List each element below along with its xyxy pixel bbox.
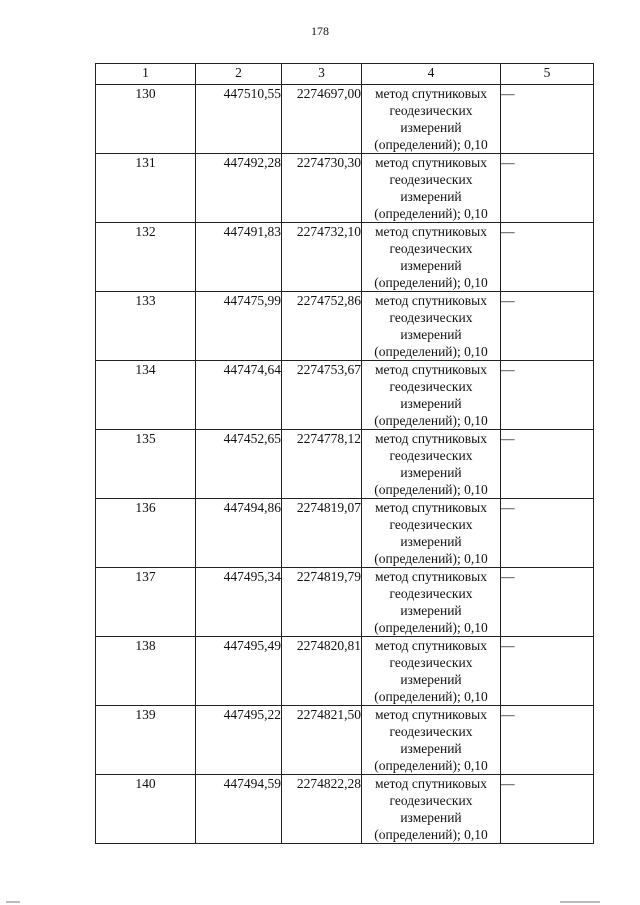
coord-y: 2274752,86 [282, 292, 362, 361]
table-row [96, 430, 594, 499]
coord-y: 2274730,30 [282, 154, 362, 223]
header-col-3: 3 [282, 64, 362, 85]
coord-y: 2274732,10 [282, 223, 362, 292]
point-number: 134 [96, 361, 196, 430]
header-col-2: 2 [196, 64, 282, 85]
table-row [96, 154, 594, 223]
coord-x: 447474,64 [196, 361, 282, 430]
table-row [96, 361, 594, 430]
point-number: 132 [96, 223, 196, 292]
table-row [96, 637, 594, 706]
table-row [96, 775, 594, 844]
header-col-5: 5 [501, 64, 594, 85]
table-row [96, 706, 594, 775]
coord-x: 447510,55 [196, 85, 282, 154]
method-accuracy: метод спутниковых геодезических измерений (определений); 0,10 [362, 775, 501, 844]
note-dash: — [501, 155, 515, 170]
method-accuracy: метод спутниковых геодезических измерений (определений); 0,10 [362, 292, 501, 361]
coord-y: 2274819,79 [282, 568, 362, 637]
point-number: 131 [96, 154, 196, 223]
coord-x: 447495,22 [196, 706, 282, 775]
note-dash: — [501, 431, 515, 446]
coord-y: 2274821,50 [282, 706, 362, 775]
coordinates-table [95, 63, 594, 844]
point-number: 139 [96, 706, 196, 775]
method-accuracy: метод спутниковых геодезических измерений (определений); 0,10 [362, 637, 501, 706]
coord-x: 447494,86 [196, 499, 282, 568]
method-accuracy: метод спутниковых геодезических измерений (определений); 0,10 [362, 430, 501, 499]
note-dash: — [501, 569, 515, 584]
note-cell [501, 430, 594, 499]
coord-x: 447495,34 [196, 568, 282, 637]
table-header-row [96, 64, 594, 85]
note-cell [501, 706, 594, 775]
table-row [96, 85, 594, 154]
note-dash: — [501, 707, 515, 722]
method-accuracy: метод спутниковых геодезических измерений (определений); 0,10 [362, 85, 501, 154]
note-dash: — [501, 293, 515, 308]
coord-y: 2274822,28 [282, 775, 362, 844]
coord-x: 447475,99 [196, 292, 282, 361]
point-number: 130 [96, 85, 196, 154]
method-accuracy: метод спутниковых геодезических измерений (определений); 0,10 [362, 568, 501, 637]
point-number: 137 [96, 568, 196, 637]
coord-y: 2274697,00 [282, 85, 362, 154]
table-row [96, 568, 594, 637]
coord-y: 2274819,07 [282, 499, 362, 568]
coord-y: 2274778,12 [282, 430, 362, 499]
note-cell [501, 637, 594, 706]
header-col-1: 1 [96, 64, 196, 85]
scan-mark [6, 901, 20, 903]
note-cell [501, 499, 594, 568]
coord-y: 2274753,67 [282, 361, 362, 430]
point-number: 133 [96, 292, 196, 361]
table-row [96, 499, 594, 568]
table-row [96, 292, 594, 361]
method-accuracy: метод спутниковых геодезических измерений (определений); 0,10 [362, 154, 501, 223]
note-cell [501, 361, 594, 430]
note-cell [501, 85, 594, 154]
header-col-4: 4 [362, 64, 501, 85]
scan-mark [560, 901, 600, 903]
coord-x: 447494,59 [196, 775, 282, 844]
note-dash: — [501, 362, 515, 377]
table-row [96, 223, 594, 292]
method-accuracy: метод спутниковых геодезических измерений (определений); 0,10 [362, 499, 501, 568]
note-dash: — [501, 224, 515, 239]
method-accuracy: метод спутниковых геодезических измерений (определений); 0,10 [362, 223, 501, 292]
coord-x: 447452,65 [196, 430, 282, 499]
note-dash: — [501, 500, 515, 515]
note-cell [501, 568, 594, 637]
coord-x: 447491,83 [196, 223, 282, 292]
note-cell [501, 292, 594, 361]
note-dash: — [501, 638, 515, 653]
note-cell [501, 223, 594, 292]
method-accuracy: метод спутниковых геодезических измерений (определений); 0,10 [362, 361, 501, 430]
page-number: 178 [311, 24, 329, 38]
coord-x: 447492,28 [196, 154, 282, 223]
point-number: 136 [96, 499, 196, 568]
coord-y: 2274820,81 [282, 637, 362, 706]
point-number: 140 [96, 775, 196, 844]
point-number: 138 [96, 637, 196, 706]
note-dash: — [501, 86, 515, 101]
scan-artifacts [0, 897, 640, 903]
note-dash: — [501, 776, 515, 791]
coord-x: 447495,49 [196, 637, 282, 706]
note-cell [501, 154, 594, 223]
point-number: 135 [96, 430, 196, 499]
method-accuracy: метод спутниковых геодезических измерений (определений); 0,10 [362, 706, 501, 775]
note-cell [501, 775, 594, 844]
